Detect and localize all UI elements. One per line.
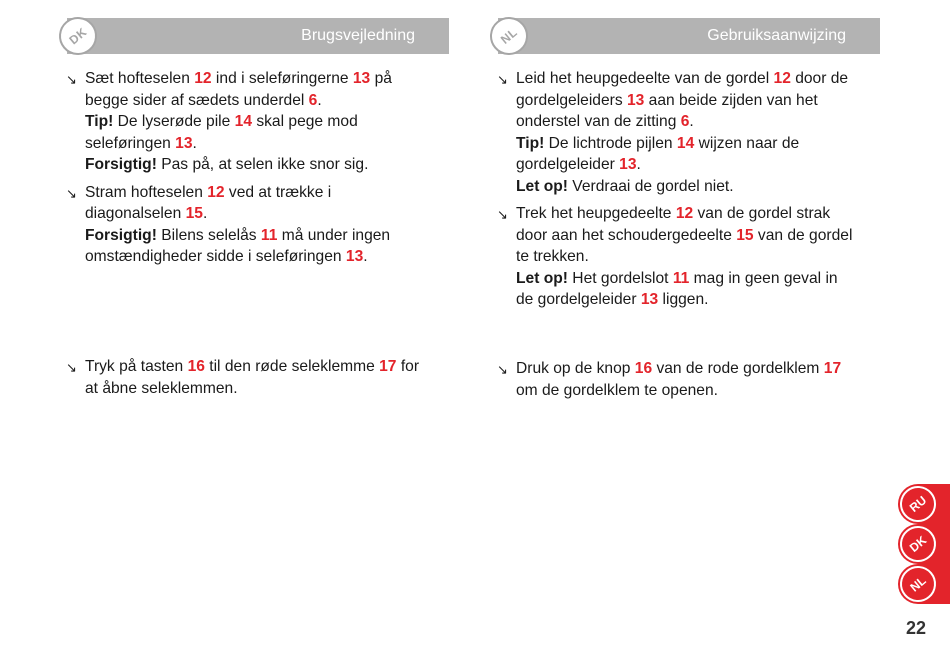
column-dk (66, 18, 449, 397)
arrow-bullet-icon: ↘ (66, 185, 77, 201)
ref-number: 15 (185, 205, 203, 222)
ref-number: 6 (308, 91, 318, 109)
language-badge-nl (482, 9, 536, 63)
ref-number: 12 (207, 183, 225, 201)
instruction-step: ↘ Druk op de knop 16 van de rode gordelklem 17 om de gordelklem te openen. (497, 360, 842, 399)
language-tab-label: RU (906, 493, 930, 515)
arrow-bullet-icon: ↘ (66, 72, 77, 87)
ref-number: 17 (823, 360, 842, 377)
section-header-dk (67, 18, 449, 54)
warning-label: Forsigtig! (85, 156, 157, 173)
warning-label: Forsigtig! (85, 226, 157, 244)
ref-number: 12 (675, 205, 694, 222)
ref-number: 6 (680, 113, 690, 130)
column-nl (497, 18, 880, 399)
page-number: 22 (905, 618, 926, 638)
language-tab-label: DK (906, 533, 930, 555)
section-header-nl (498, 18, 880, 54)
ref-number: 16 (634, 360, 653, 377)
tip-label: Tip! (516, 134, 545, 152)
ref-number: 13 (175, 134, 193, 152)
language-tab-dk[interactable] (898, 524, 950, 564)
instruction-step: ↘ Trek het heupgedeelte 12 van de gordel strak door aan het schoudergedeelte 15 van de gordel te trekken. Let op! Het gordelslot 11 mag in geen geval in de gordelgeleider 13 liggen. (497, 205, 853, 308)
language-badge-label: NL (497, 25, 521, 47)
ref-number: 13 (619, 156, 637, 173)
ref-number: 17 (379, 358, 397, 375)
ref-number: 14 (676, 134, 695, 152)
ref-number: 15 (736, 226, 754, 244)
arrow-bullet-icon: ↘ (497, 362, 508, 377)
ref-number: 11 (260, 226, 278, 244)
section-title: Gebruiksaanwijzing (707, 27, 846, 44)
ref-number: 13 (345, 248, 364, 265)
instruction-step: ↘ Sæt hofteselen 12 ind i seleføringerne 13 på begge sider af sædets underdel 6. Tip! De lyserøde pile 14 skal pege mod seleføringen 13. Forsigtig! Pas på, at selen ikke snor sig. (66, 70, 392, 173)
warning-label: Let op! (516, 269, 568, 287)
ref-number: 13 (352, 70, 371, 87)
tip-label: Tip! (85, 113, 114, 130)
section-title: Brugsvejledning (301, 27, 415, 44)
arrow-bullet-icon: ↘ (66, 360, 77, 375)
warning-label: Let op! (516, 177, 568, 195)
ref-number: 13 (626, 91, 645, 109)
language-badge-label: DK (66, 24, 90, 48)
ref-number: 14 (234, 113, 252, 130)
instruction-step: ↘ Stram hofteselen 12 ved at trække i diagonalselen 15. Forsigtig! Bilens selelås 11 må under ingen omstændigheder sidde i seleføringen 13. (66, 183, 391, 265)
instruction-step: ↘ Tryk på tasten 16 til den røde seleklemme 17 for at åbne seleklemmen. (66, 358, 420, 397)
ref-number: 13 (640, 291, 659, 308)
arrow-bullet-icon: ↘ (497, 72, 508, 87)
ref-number: 16 (187, 358, 205, 375)
ref-number: 12 (773, 70, 791, 87)
ref-number: 11 (672, 269, 690, 287)
instruction-step: ↘ Leid het heupgedeelte van de gordel 12 door de gordelgeleiders 13 aan beide zijden van het onderstel van de zitting 6. Tip! De lichtrode pijlen 14 wijzen naar de gordelgeleider 13. Let op! Verdraai de gordel niet. (497, 70, 849, 195)
language-tab-ru[interactable] (898, 484, 950, 524)
arrow-bullet-icon: ↘ (497, 207, 508, 222)
language-badge-dk (51, 9, 105, 63)
language-tab-nl[interactable] (898, 564, 950, 604)
ref-number: 12 (194, 70, 212, 87)
language-tab-label: NL (907, 573, 929, 595)
